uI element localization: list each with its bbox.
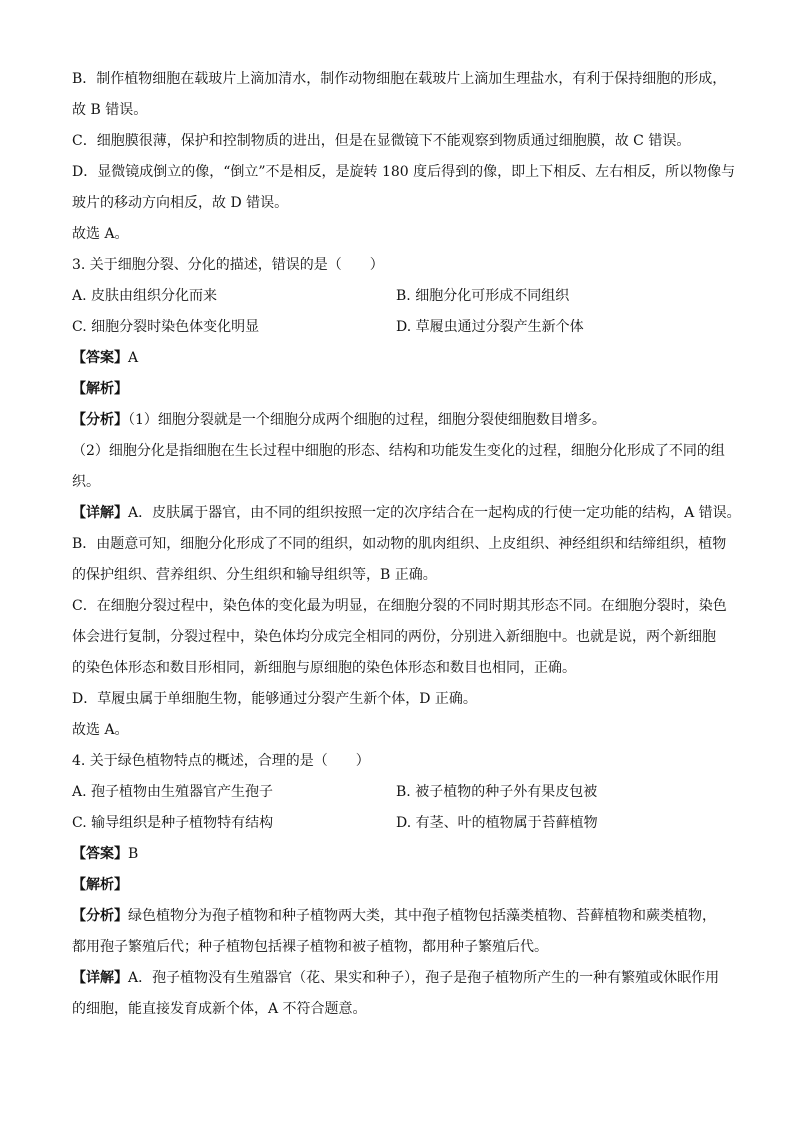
- q4-option-b: B. 被子植物的种子外有果皮包被: [396, 784, 598, 800]
- q3-detail-c-line1: C．在细胞分裂过程中，染色体的变化最为明显，在细胞分裂的不同时期其形态不同。在细胞分裂时，染色: [72, 598, 727, 614]
- q3-detail-c-line2: 体会进行复制，分裂过程中，染色体均分成完全相同的两份，分别进入新细胞中。也就是说，两个新细胞: [72, 629, 716, 645]
- q3-detail-a: [72, 498, 741, 529]
- q4-detail-a-line1: [72, 963, 724, 994]
- q2-option-c-explanation: C．细胞膜很薄，保护和控制物质的进出，但是在显微镜下不能观察到物质通过细胞膜，故 C 错误。: [72, 133, 691, 149]
- q4-options-row2: [72, 808, 724, 839]
- q2-option-b-explanation-line1: B．制作植物细胞在载玻片上滴加清水，制作动物细胞在载玻片上滴加生理盐水，有利于保持细胞的形成，: [72, 71, 727, 87]
- answer-tag: 【答案】: [72, 350, 128, 366]
- q3-option-b: B. 细胞分化可形成不同组织: [396, 288, 570, 304]
- q2-option-d-explanation-line2: 玻片的移动方向相反，故 D 错误。: [72, 195, 289, 211]
- q3-final-choice: 故选 A。: [72, 722, 129, 738]
- document-page: [72, 64, 741, 1025]
- q3-detail-c-line3: 的染色体形态和数目形相同，新细胞与原细胞的染色体形态和数目也相同，正确。: [72, 660, 576, 676]
- q3-answer: [72, 343, 724, 374]
- xiangjie-tag: 【详解】: [72, 970, 128, 986]
- q3-detail-b-line1: B．由题意可知，细胞分化形成了不同的组织，如动物的肌肉组织、上皮组织、神经组织和结缔组织，植物: [72, 536, 727, 552]
- q3-options-row2: [72, 312, 724, 343]
- q4-detail-a-text: A．孢子植物没有生殖器官（花、果实和种子），孢子是孢子植物所产生的一种有繁殖或休眠作用: [128, 970, 720, 986]
- q3-fenxi-line3: 织。: [72, 474, 100, 490]
- q3-analysis-heading: 【解析】: [72, 381, 128, 397]
- q3-answer-value: A: [128, 350, 139, 366]
- q3-fenxi-line2: （2）细胞分化是指细胞在生长过程中细胞的形态、结构和功能发生变化的过程，细胞分化形成了不同的组: [72, 443, 725, 459]
- answer-tag: 【答案】: [72, 846, 128, 862]
- q4-fenxi-line2: 都用孢子繁殖后代；种子植物包括裸子植物和被子植物，都用种子繁殖后代。: [72, 939, 548, 955]
- q3-stem: 3. 关于细胞分裂、分化的描述，错误的是（ ）: [72, 257, 384, 273]
- q3-detail-d: D．草履虫属于单细胞生物，能够通过分裂产生新个体，D 正确。: [72, 691, 477, 707]
- q4-fenxi-line1: [72, 901, 724, 932]
- q4-options-row1: [72, 777, 724, 808]
- q3-detail-b-line2: 的保护组织、营养组织、分生组织和输导组织等，B 正确。: [72, 567, 437, 583]
- q4-option-c: C. 输导组织是种子植物特有结构: [72, 815, 274, 831]
- q3-detail-a-text: A．皮肤属于器官，由不同的组织按照一定的次序结合在一起构成的行使一定功能的结构，A 错误。: [128, 505, 741, 521]
- q2-option-b-explanation-line2: 故 B 错误。: [72, 102, 148, 118]
- q4-analysis-heading: 【解析】: [72, 877, 128, 893]
- q3-options-row1: [72, 281, 724, 312]
- q4-detail-a-line2: 的细胞，能直接发育成新个体，A 不符合题意。: [72, 1001, 367, 1017]
- q3-option-a: A. 皮肤由组织分化而来: [72, 288, 218, 304]
- q3-option-d: D. 草履虫通过分裂产生新个体: [396, 319, 584, 335]
- q2-option-d-explanation-line1: D．显微镜成倒立的像，“倒立”不是相反，是旋转 180 度后得到的像，即上下相反、左右相反，所以物像与: [72, 164, 736, 180]
- q4-option-a: A. 孢子植物由生殖器官产生孢子: [72, 784, 274, 800]
- q4-answer-value: B: [128, 846, 139, 862]
- q4-answer: [72, 839, 724, 870]
- q3-fenxi-line1: [72, 405, 724, 436]
- fenxi-tag: 【分析】: [72, 412, 128, 428]
- q4-stem: 4. 关于绿色植物特点的概述，合理的是（ ）: [72, 753, 370, 769]
- q3-fenxi-text1: （1）细胞分裂就是一个细胞分成两个细胞的过程，细胞分裂使细胞数目增多。: [128, 412, 606, 428]
- q2-final-choice: 故选 A。: [72, 226, 129, 242]
- q4-option-d: D. 有茎、叶的植物属于苔藓植物: [396, 815, 598, 831]
- q3-option-c: C. 细胞分裂时染色体变化明显: [72, 319, 260, 335]
- q4-fenxi-text1: 绿色植物分为孢子植物和种子植物两大类，其中孢子植物包括藻类植物、苔藓植物和蕨类植物，: [128, 908, 716, 924]
- xiangjie-tag: 【详解】: [72, 505, 128, 521]
- fenxi-tag: 【分析】: [72, 908, 128, 924]
